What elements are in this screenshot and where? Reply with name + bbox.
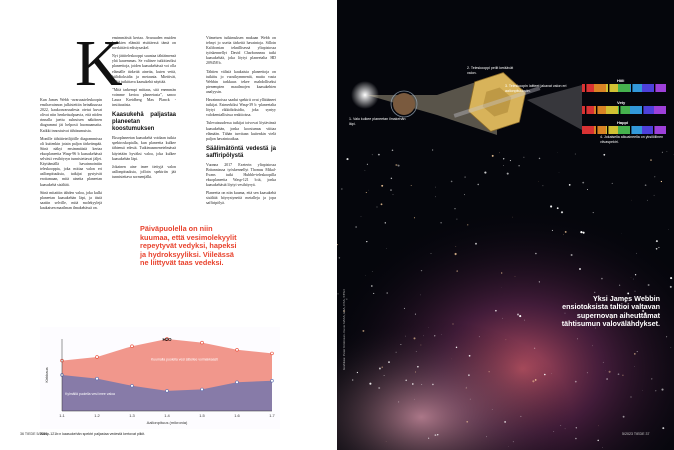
star <box>670 286 672 288</box>
star <box>667 151 668 152</box>
spectrum-band <box>587 82 647 92</box>
star <box>515 276 516 277</box>
star <box>656 240 658 242</box>
page-number-left: 36 TIEDE 5/2023 <box>20 432 48 436</box>
star <box>372 271 373 272</box>
paragraph: Viimeisen tutkimuksen mukaan Webb on tehnyt jo useita tärkeitä havaintoja. Silloin Kalifornian teknillisessä yliopistossa työskennellyt David Charbonneau tutki kaasukehää, joka löytyi planeetalta HD 209458 b. <box>206 36 276 66</box>
star <box>404 308 405 309</box>
star <box>392 150 394 152</box>
spectrum-chart <box>40 327 280 429</box>
annotation-label: Kylmällä puolella vesi imee valoa <box>65 392 115 397</box>
subheading: Kaasukehä paljastaa planeetan koostumuksen <box>112 112 176 133</box>
label-step-2: 2. Teleskooppi peilit keräävät valon. <box>467 66 514 75</box>
star <box>519 315 521 317</box>
star <box>384 375 385 376</box>
star <box>405 336 406 337</box>
star <box>637 351 638 352</box>
paragraph: Kun James Webb -avaruusteleskoopin ensihavainnon julkistettiin heinäkuussa 2022, kaukoavaruudesta otetut kuvat olivat niin henkeäsalpaavia, että niiden rinnalla jaettu suhruisen näköinen diagrammi jäi helposti huomaamatta. Kaikki innostuivat tähtisumuista. <box>40 98 102 133</box>
annotation-label: Kuumalla puolella vesi säteilee voimakkaasti <box>151 357 218 362</box>
star <box>395 164 397 166</box>
data-point <box>271 352 274 355</box>
star <box>435 196 436 197</box>
star <box>575 154 576 155</box>
star <box>504 421 506 423</box>
star <box>486 436 487 437</box>
star <box>372 154 373 155</box>
star <box>464 176 465 177</box>
paragraph: Monille tähtitieteilijöille diagrammissa oli kuitenkin jotain paljon tärkeämpää. Siinä näkyi ensimmäistä kertaa eksoplaneetta Wasp-96 b kaasukehässä selvästi vesihöyryn tunnistettavat jäljet. Käyttämällä havainnointiin teleskooppia, joka mittaa valon eri aallonpituuksia, tutkijat pystyivät erottamaan, mitä aineita planeetan kaasukehä sisältää. <box>40 136 102 187</box>
star <box>378 387 380 389</box>
star <box>437 434 438 435</box>
star <box>561 211 563 213</box>
star <box>552 230 553 231</box>
star <box>362 330 364 332</box>
star <box>492 155 494 157</box>
star <box>645 184 647 186</box>
star <box>579 268 581 270</box>
star <box>661 181 662 182</box>
star <box>551 373 552 374</box>
star <box>428 438 429 439</box>
star <box>630 396 631 397</box>
star <box>411 185 412 186</box>
star <box>435 434 437 436</box>
star <box>337 244 338 245</box>
star <box>412 383 414 385</box>
data-point <box>96 377 99 380</box>
paragraph: Jokainen aine imee tiettyjä valon aallonpituuksia, jolloin spektriin jää tunnistettava sormenjälki. <box>112 164 176 179</box>
paragraph: Tulevaisuudessa tutkijat toivovat löytävänsä kaasukehän, jonka koostumus viittaa elämään. Tähän tarvitaan kuitenkin vielä paljon havaintoaikaa. <box>206 121 276 141</box>
paragraph: Havainnoissa saadut spektrit ovat yllättäneet tutkijat. Esimerkiksi Wasp-39 b -planeetalta löytyi rikkidioksidia, joka syntyy valokemiallisissa reaktioissa. <box>206 98 276 118</box>
star <box>431 253 432 254</box>
star <box>441 334 442 335</box>
star <box>622 375 623 376</box>
star <box>417 366 419 368</box>
star <box>456 219 457 220</box>
star <box>386 441 387 442</box>
star <box>554 431 555 432</box>
star <box>420 295 421 296</box>
star <box>414 337 416 339</box>
star <box>670 277 672 279</box>
star <box>580 231 582 233</box>
star <box>377 207 378 208</box>
data-point <box>131 345 134 348</box>
star <box>385 222 386 223</box>
star <box>337 293 338 294</box>
star <box>479 336 480 337</box>
star <box>513 441 514 442</box>
star <box>557 207 559 209</box>
star <box>455 208 456 209</box>
star <box>583 232 585 234</box>
star <box>379 368 381 370</box>
star <box>366 192 367 193</box>
star <box>623 416 625 418</box>
star <box>666 336 667 337</box>
star <box>361 216 362 217</box>
star <box>576 427 577 428</box>
star <box>386 248 387 249</box>
paragraph: ensimmäistä kertaa. Avaruuden muiden kolkkien elämää etsittäessä tämä on merkittävä edistysaskel. <box>112 36 176 51</box>
star <box>503 165 504 166</box>
star <box>587 372 588 373</box>
star <box>571 254 573 256</box>
star <box>421 384 422 385</box>
star <box>393 194 394 195</box>
star <box>597 440 599 442</box>
star <box>603 362 604 363</box>
star <box>464 194 465 195</box>
star <box>658 247 659 248</box>
star <box>520 416 521 417</box>
star <box>495 310 497 312</box>
label-step-1: 1. Valo kulkee planeetan ilmakehän läpi. <box>349 117 406 126</box>
star <box>575 381 577 383</box>
star <box>565 428 566 429</box>
star <box>357 372 358 373</box>
star <box>503 158 504 159</box>
star <box>655 390 656 391</box>
star <box>594 292 595 293</box>
star <box>518 165 519 166</box>
star <box>619 285 620 286</box>
star <box>390 189 392 191</box>
star <box>414 217 415 218</box>
star <box>633 279 634 280</box>
x-tick-label: 1.3 <box>129 413 135 418</box>
star <box>563 234 564 235</box>
data-point <box>271 379 274 382</box>
data-point <box>236 348 239 351</box>
star <box>592 345 593 346</box>
pull-quote: Päiväpuolella on niin kuumaa, että vesimolekyylit repeytyvät vedyksi, hapeksi ja hydroksyyliksi. Viileässä ne liittyvät taas vedeksi. <box>140 224 237 268</box>
star <box>593 212 594 213</box>
figure-caption: Wasp-121b:n kaasukehän spektri paljastaa vedestä kertovat piikit. <box>40 432 146 436</box>
star <box>662 152 663 153</box>
star <box>538 181 539 182</box>
data-point <box>201 341 204 344</box>
star <box>369 383 371 385</box>
star <box>577 338 578 339</box>
data-point <box>96 356 99 359</box>
star <box>609 371 611 373</box>
star <box>654 195 655 196</box>
star <box>569 184 571 186</box>
star <box>647 200 648 201</box>
star <box>398 165 400 167</box>
x-tick-label: 1.5 <box>199 413 205 418</box>
star <box>534 348 535 349</box>
star <box>618 373 620 375</box>
star <box>606 378 608 380</box>
star <box>523 157 524 158</box>
star <box>517 314 519 316</box>
star <box>524 320 525 321</box>
photo-callout: Yksi James Webbin ensiotoksista taltioi valtavan supernovan aiheuttamat tähtisumun valovälähdykset. <box>561 294 660 328</box>
star <box>378 154 380 156</box>
paragraph: Tähtien välisiä kaukaisia planeettoja on tutkittu jo vuosikymmeniä, mutta vasta Webbin tarkkuus tekee mahdolliseksi pienempien maailmojen kaasukehien analyysin. <box>206 69 276 94</box>
star <box>502 318 503 319</box>
star <box>489 371 490 372</box>
star <box>470 399 471 400</box>
star <box>535 379 537 381</box>
star <box>499 152 500 153</box>
star <box>434 335 435 336</box>
star <box>512 217 513 218</box>
star <box>467 224 468 225</box>
star <box>405 380 407 382</box>
star <box>451 181 453 183</box>
star <box>381 185 383 187</box>
star <box>341 189 342 190</box>
star <box>575 438 577 440</box>
star <box>642 390 643 391</box>
star <box>466 387 467 388</box>
x-tick-label: 1.2 <box>94 413 100 418</box>
page-number-right: 5/2023 TIEDE 37 <box>622 432 650 436</box>
spectrum-label-carbon: Hiili <box>617 78 625 83</box>
paragraph: Planeetta on niin kuuma, että sen kaasukehä sisältää höyrystyneitä metalleja ja jopa saffiripölyä. <box>206 191 276 206</box>
star <box>455 253 457 255</box>
star <box>510 160 511 161</box>
star <box>475 243 477 245</box>
spectrum-label-oxygen: Happi <box>617 120 629 125</box>
star <box>432 384 434 386</box>
star <box>635 291 636 292</box>
star <box>381 366 382 367</box>
subheading: Säälimätöntä vedestä ja saffiripölystä <box>206 145 276 159</box>
star <box>650 159 652 161</box>
star <box>603 154 605 156</box>
paragraph: ”Mitä tarkempi mittaus, sitä enemmän voimme kertoa planeetasta”, sanoo Laura Kreidberg Max Planck -instituutista. <box>112 87 176 108</box>
star <box>654 176 655 177</box>
star <box>381 203 383 205</box>
star <box>468 374 470 376</box>
data-point <box>201 388 204 391</box>
star <box>415 314 416 315</box>
star <box>656 248 658 250</box>
star <box>477 184 478 185</box>
star <box>582 182 584 184</box>
star <box>648 284 650 286</box>
star <box>532 380 534 382</box>
star <box>506 339 507 340</box>
star <box>391 178 392 179</box>
star <box>432 149 433 150</box>
star <box>421 270 422 271</box>
star <box>602 447 603 448</box>
x-tick-label: 1.1 <box>59 413 65 418</box>
star <box>561 425 562 426</box>
column-1 <box>40 98 102 214</box>
star <box>469 355 471 357</box>
star <box>668 229 669 230</box>
drop-cap: K <box>75 27 123 100</box>
x-axis-title: Aallonpituus (mikronia) <box>146 420 188 425</box>
paragraph: Vuonna 2017 Exeterin yliopistossa Britanniassa työskennellyt Thomas Mikal-Evans tutki Hubble-teleskoopilla eksoplaneetta Wasp-121 b:tä, jonka kaasukehästä löytyi vesihöyryä. <box>206 162 276 188</box>
right-page <box>337 0 674 450</box>
star <box>373 293 374 294</box>
star <box>346 299 347 300</box>
star <box>456 347 457 348</box>
star <box>601 278 603 280</box>
star <box>501 272 502 273</box>
star <box>400 344 401 345</box>
star <box>544 374 546 376</box>
star <box>415 372 416 373</box>
image-credit: Grafiikka: Peter Kristinsen. Kuva: NASA, ESA, CSA, STScI <box>342 289 346 370</box>
star <box>550 205 552 207</box>
star <box>587 189 588 190</box>
star <box>421 345 422 346</box>
star <box>386 292 388 294</box>
star <box>398 401 399 402</box>
star <box>661 389 663 391</box>
star <box>466 421 468 423</box>
star <box>635 274 636 275</box>
x-tick-label: 1.4 <box>164 413 170 418</box>
column-2 <box>112 36 176 183</box>
star <box>396 352 397 353</box>
star <box>452 323 453 324</box>
label-step-4: 4. Jokaisella alkuaineella on yksilöllinen viivaspektri. <box>600 135 664 144</box>
star <box>636 253 637 254</box>
star <box>423 335 424 336</box>
star <box>539 281 540 282</box>
paragraph: Nyt jättiteleskooppi suuntaa tähtäimensä yhä kauemmas. Se valitsee tutkittaviksi planeettoja, joiden kaasukehässä voi olla elämälle tärkeitä aineita, kuten vettä, hiilidioksidia ja metaania. Miettivät, miltä tutkittava kaasukehä näyttää. <box>112 54 176 84</box>
data-point <box>166 389 169 392</box>
star <box>352 379 353 380</box>
star <box>388 361 390 363</box>
data-point <box>236 381 239 384</box>
planet-icon <box>393 93 415 115</box>
star <box>598 426 599 427</box>
star <box>455 246 456 247</box>
star <box>634 366 635 367</box>
star <box>535 253 537 255</box>
star <box>367 164 368 165</box>
star <box>416 351 417 352</box>
star <box>414 399 415 400</box>
star <box>565 231 567 233</box>
star <box>542 185 543 186</box>
star <box>371 285 373 287</box>
paragraph: Siinä mitattiin tähden valoa, joka kulki planeetan kaasukehän läpi, ja tästä saatiin selville, mitä molekyylejä kaukaisen maailman ilmakehässä on. <box>40 190 102 210</box>
star <box>484 172 486 174</box>
star <box>507 173 509 175</box>
x-tick-label: 1.6 <box>234 413 240 418</box>
star <box>492 409 493 410</box>
x-tick-label: 1.7 <box>269 413 275 418</box>
star <box>355 226 356 227</box>
star <box>634 353 636 355</box>
star <box>612 183 613 184</box>
spectrum-label-hydrogen: Vety <box>617 100 626 105</box>
star <box>435 187 436 188</box>
y-axis-title: Kirkkaus <box>44 367 49 383</box>
star <box>651 378 652 379</box>
star <box>539 158 541 160</box>
data-point <box>131 384 134 387</box>
star <box>440 222 441 223</box>
star <box>670 347 671 348</box>
star <box>365 170 366 171</box>
star <box>456 270 458 272</box>
star <box>466 388 467 389</box>
annotation-label: H2O <box>162 337 172 342</box>
star <box>339 257 340 258</box>
star <box>662 427 664 429</box>
star <box>346 158 348 160</box>
star <box>366 241 367 242</box>
paragraph: Eksoplaneetan kaasukehä voidaan tutkia spektroskopialla, kun planeetta kulkee tähtensä edestä. Tutkimusmenetelmässä käytetään hyväksi valoa, joka kulkee kaasukehän läpi. <box>112 136 176 161</box>
column-3 <box>206 36 276 210</box>
label-step-3: 3. Teleskoopin laitteet jakavat valon eri aallonpituuksiin. <box>505 84 567 93</box>
